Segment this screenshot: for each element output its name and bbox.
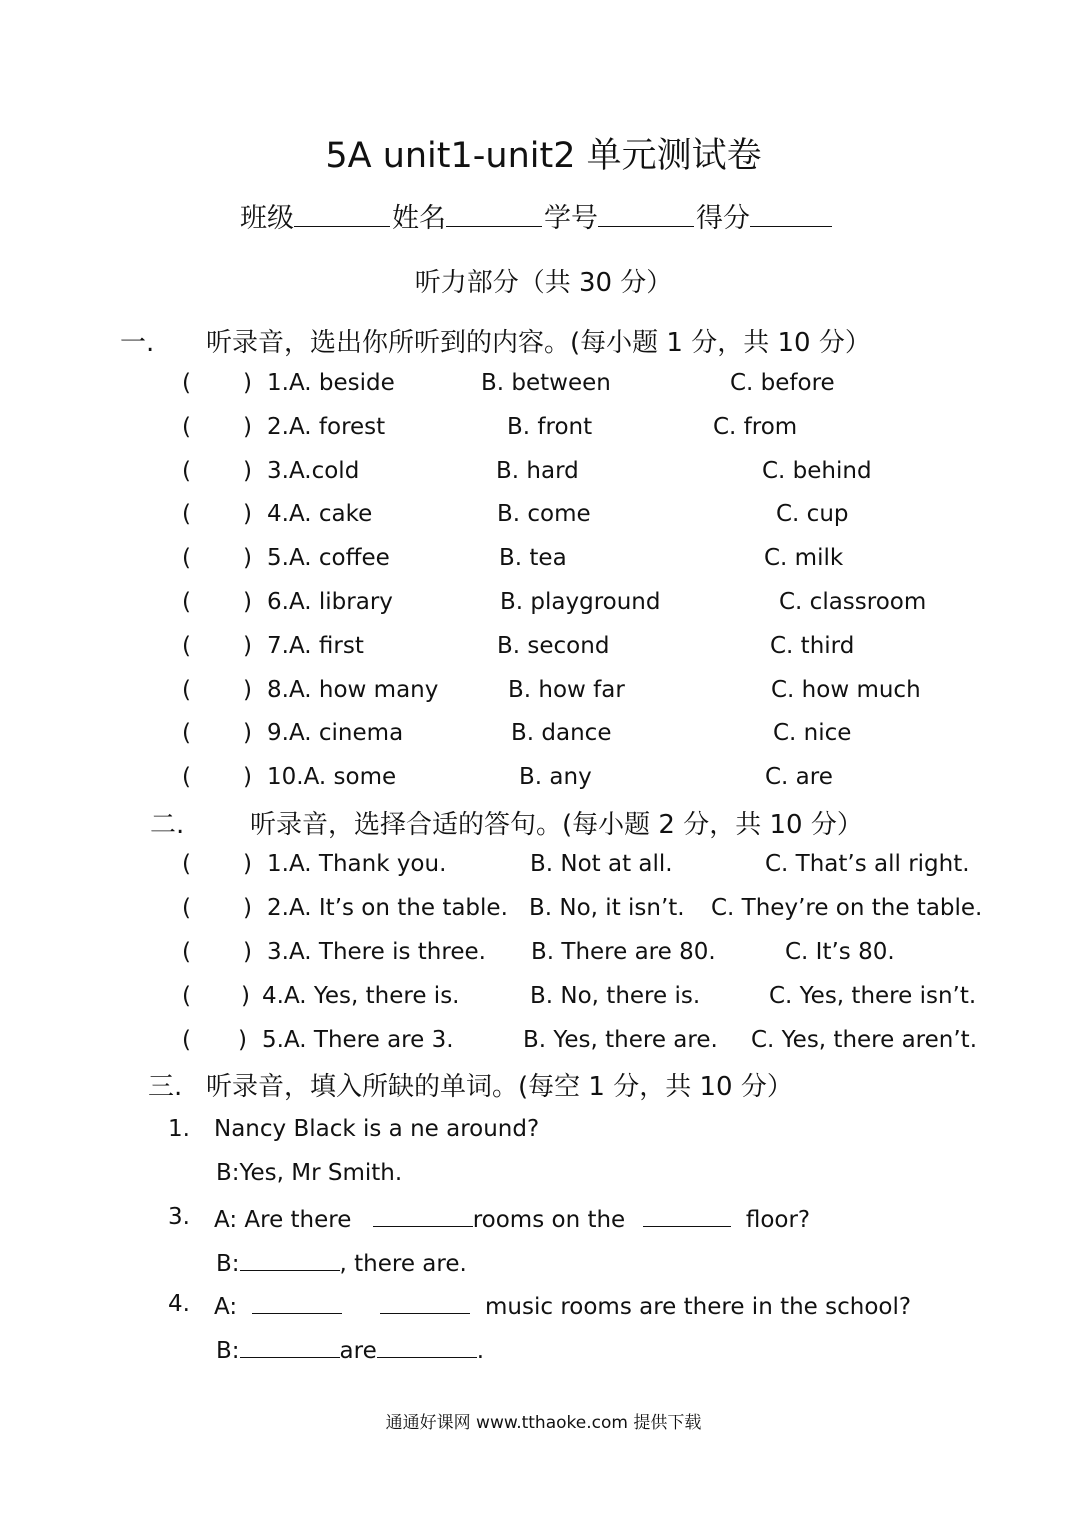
- answer-paren-close: ): [243, 589, 252, 615]
- option-a[interactable]: 5.A. There are 3.: [262, 1027, 454, 1053]
- fill-q3-a-text2: rooms on the: [472, 1207, 626, 1233]
- section-2-heading: 听录音，选择合适的答句。(每小题 2 分，共 10 分）: [250, 810, 863, 840]
- fill-q4-line-a: [214, 1291, 911, 1320]
- fill-q1-line1: Nancy Black is a ne around?: [214, 1116, 540, 1142]
- question-row: [0, 633, 1087, 663]
- option-b[interactable]: B. between: [481, 370, 611, 396]
- option-b[interactable]: B. tea: [499, 545, 567, 572]
- listening-part-heading: 听力部分（共 30 分）: [414, 268, 673, 298]
- question-row: [0, 589, 1087, 619]
- question-row: [0, 939, 1087, 969]
- option-b[interactable]: B. come: [497, 501, 591, 528]
- answer-paren-close: ): [243, 676, 252, 703]
- name-blank[interactable]: [446, 196, 542, 227]
- fill-q4-a-text1: A:: [214, 1294, 238, 1320]
- question-row: [0, 851, 1087, 881]
- option-a[interactable]: 2.A. It’s on the table.: [267, 895, 508, 921]
- question-row: [0, 895, 1087, 925]
- option-b[interactable]: B. dance: [511, 720, 612, 747]
- question-row: [0, 545, 1087, 575]
- fill-q3-blank-1[interactable]: [373, 1204, 473, 1227]
- question-row: [0, 983, 1087, 1013]
- answer-paren-close: ): [243, 939, 252, 965]
- answer-paren-open[interactable]: (: [182, 1027, 191, 1053]
- fill-q4-a-text2: music rooms are there in the school?: [485, 1294, 912, 1320]
- answer-paren-close: ): [241, 983, 250, 1009]
- answer-paren-open[interactable]: (: [182, 632, 191, 659]
- option-b[interactable]: B. hard: [496, 457, 579, 484]
- student-info-line: [240, 196, 834, 235]
- fill-q4-number: 4.: [168, 1291, 190, 1317]
- fill-q4-line-b: [216, 1335, 484, 1364]
- option-a[interactable]: 1.A. beside: [267, 370, 395, 396]
- option-b[interactable]: B. No, there is.: [530, 983, 701, 1009]
- option-b[interactable]: B. Yes, there are.: [523, 1027, 718, 1053]
- answer-paren-close: ): [243, 851, 252, 877]
- fill-q4-blank-1[interactable]: [252, 1291, 342, 1314]
- fill-q1-number: 1.: [168, 1116, 190, 1142]
- answer-paren-open[interactable]: (: [182, 589, 191, 615]
- answer-paren-close: ): [243, 632, 252, 659]
- option-c[interactable]: C. It’s 80.: [785, 939, 895, 965]
- question-row: [0, 720, 1087, 750]
- option-c[interactable]: C. Yes, there aren’t.: [751, 1027, 978, 1053]
- answer-paren-open[interactable]: (: [182, 851, 191, 877]
- option-a[interactable]: 4.A. Yes, there is.: [262, 983, 460, 1009]
- answer-paren-open[interactable]: (: [182, 983, 191, 1009]
- fill-q3-line-a: [214, 1204, 810, 1233]
- name-label: 姓名: [392, 203, 446, 234]
- answer-paren-close: ): [243, 895, 252, 921]
- answer-paren-open[interactable]: (: [182, 501, 191, 528]
- option-a[interactable]: 10.A. some: [267, 764, 397, 791]
- option-a[interactable]: 5.A. coffee: [267, 545, 390, 572]
- fill-q3-b-text2: , there are.: [339, 1251, 467, 1277]
- fill-q3-blank-3[interactable]: [240, 1248, 340, 1271]
- option-c[interactable]: C. That’s all right.: [765, 851, 970, 877]
- section-3-number: 三.: [148, 1072, 183, 1102]
- option-c[interactable]: C. before: [730, 370, 835, 396]
- section-2-number: 二.: [150, 810, 185, 840]
- option-a[interactable]: 4.A. cake: [267, 501, 373, 528]
- answer-paren-open[interactable]: (: [182, 939, 191, 965]
- answer-paren-close: ): [243, 370, 252, 396]
- option-b[interactable]: B. playground: [500, 589, 661, 615]
- option-c[interactable]: C. cup: [776, 501, 849, 528]
- fill-q3-number: 3.: [168, 1204, 190, 1230]
- question-row: [0, 458, 1087, 488]
- option-c[interactable]: C. are: [765, 764, 833, 791]
- answer-paren-open[interactable]: (: [182, 676, 191, 703]
- answer-paren-open[interactable]: (: [182, 370, 191, 396]
- fill-q3-line-b: [216, 1248, 467, 1277]
- option-b[interactable]: B. second: [497, 632, 610, 659]
- class-blank[interactable]: [294, 196, 390, 227]
- option-a[interactable]: 9.A. cinema: [267, 720, 404, 747]
- option-a[interactable]: 2.A. forest: [267, 413, 386, 440]
- fill-q3-blank-2[interactable]: [643, 1204, 731, 1227]
- option-c[interactable]: C. They’re on the table.: [711, 895, 983, 921]
- answer-paren-open[interactable]: (: [182, 764, 191, 791]
- fill-q4-b-text2: are: [339, 1338, 377, 1364]
- fill-q3-a-text3: floor?: [745, 1207, 811, 1233]
- fill-q4-blank-4[interactable]: [377, 1335, 477, 1358]
- fill-q4-b-text3: .: [476, 1338, 485, 1364]
- answer-paren-open[interactable]: (: [182, 895, 191, 921]
- fill-q4-blank-3[interactable]: [240, 1335, 340, 1358]
- fill-q3-b-text1: B:: [216, 1251, 240, 1277]
- section-1-heading: 听录音，选出你所听到的内容。(每小题 1 分，共 10 分）: [206, 328, 871, 358]
- class-label: 班级: [240, 203, 294, 234]
- page-title: 5A unit1-unit2 单元测试卷: [325, 136, 762, 176]
- option-c[interactable]: C. nice: [773, 720, 852, 747]
- answer-paren-close: ): [243, 720, 252, 747]
- option-a[interactable]: 3.A.cold: [267, 457, 360, 484]
- fill-q4-blank-2[interactable]: [380, 1291, 470, 1314]
- answer-paren-close: ): [243, 764, 252, 791]
- answer-paren-open[interactable]: (: [182, 457, 191, 484]
- option-c[interactable]: C. Yes, there isn’t.: [769, 983, 977, 1009]
- option-c[interactable]: C. how much: [771, 676, 921, 703]
- option-b[interactable]: B. No, it isn’t.: [529, 895, 685, 921]
- option-b[interactable]: B. Not at all.: [530, 851, 673, 877]
- option-a[interactable]: 3.A. There is three.: [267, 939, 486, 965]
- number-label: 学号: [544, 203, 598, 234]
- option-a[interactable]: 1.A. Thank you.: [267, 851, 447, 877]
- footer-credit: 通通好课网 www.tthaoke.com 提供下载: [385, 1413, 702, 1433]
- question-row: [0, 370, 1087, 400]
- question-row: [0, 501, 1087, 531]
- fill-q1-line2: B:Yes, Mr Smith.: [216, 1160, 403, 1186]
- option-b[interactable]: B. how far: [508, 676, 625, 703]
- option-c[interactable]: C. behind: [762, 457, 872, 484]
- fill-q3-a-text1: A: Are there: [214, 1207, 352, 1233]
- answer-paren-close: ): [243, 413, 252, 440]
- question-row: [0, 677, 1087, 707]
- score-label: 得分: [696, 203, 750, 234]
- option-b[interactable]: B. There are 80.: [531, 939, 716, 965]
- question-row: [0, 1027, 1087, 1057]
- option-b[interactable]: B. front: [507, 413, 593, 440]
- option-a[interactable]: 6.A. library: [267, 589, 393, 615]
- section-1-number: 一.: [120, 328, 155, 358]
- number-blank[interactable]: [598, 196, 694, 227]
- answer-paren-close: ): [238, 1027, 247, 1053]
- question-row: [0, 414, 1087, 444]
- answer-paren-open[interactable]: (: [182, 720, 191, 747]
- answer-paren-close: ): [243, 457, 252, 484]
- option-a[interactable]: 8.A. how many: [267, 676, 439, 703]
- option-c[interactable]: C. classroom: [779, 589, 927, 615]
- question-row: [0, 764, 1087, 794]
- answer-paren-open[interactable]: (: [182, 545, 191, 572]
- option-c[interactable]: C. third: [770, 632, 855, 659]
- option-a[interactable]: 7.A. first: [267, 632, 364, 659]
- score-blank[interactable]: [750, 196, 832, 227]
- answer-paren-close: ): [243, 545, 252, 572]
- section-3-heading: 听录音，填入所缺的单词。(每空 1 分，共 10 分）: [206, 1072, 793, 1102]
- option-b[interactable]: B. any: [519, 764, 592, 791]
- answer-paren-open[interactable]: (: [182, 413, 191, 440]
- fill-q4-b-text1: B:: [216, 1338, 240, 1364]
- answer-paren-close: ): [243, 501, 252, 528]
- option-c[interactable]: C. milk: [764, 545, 844, 572]
- option-c[interactable]: C. from: [713, 413, 798, 440]
